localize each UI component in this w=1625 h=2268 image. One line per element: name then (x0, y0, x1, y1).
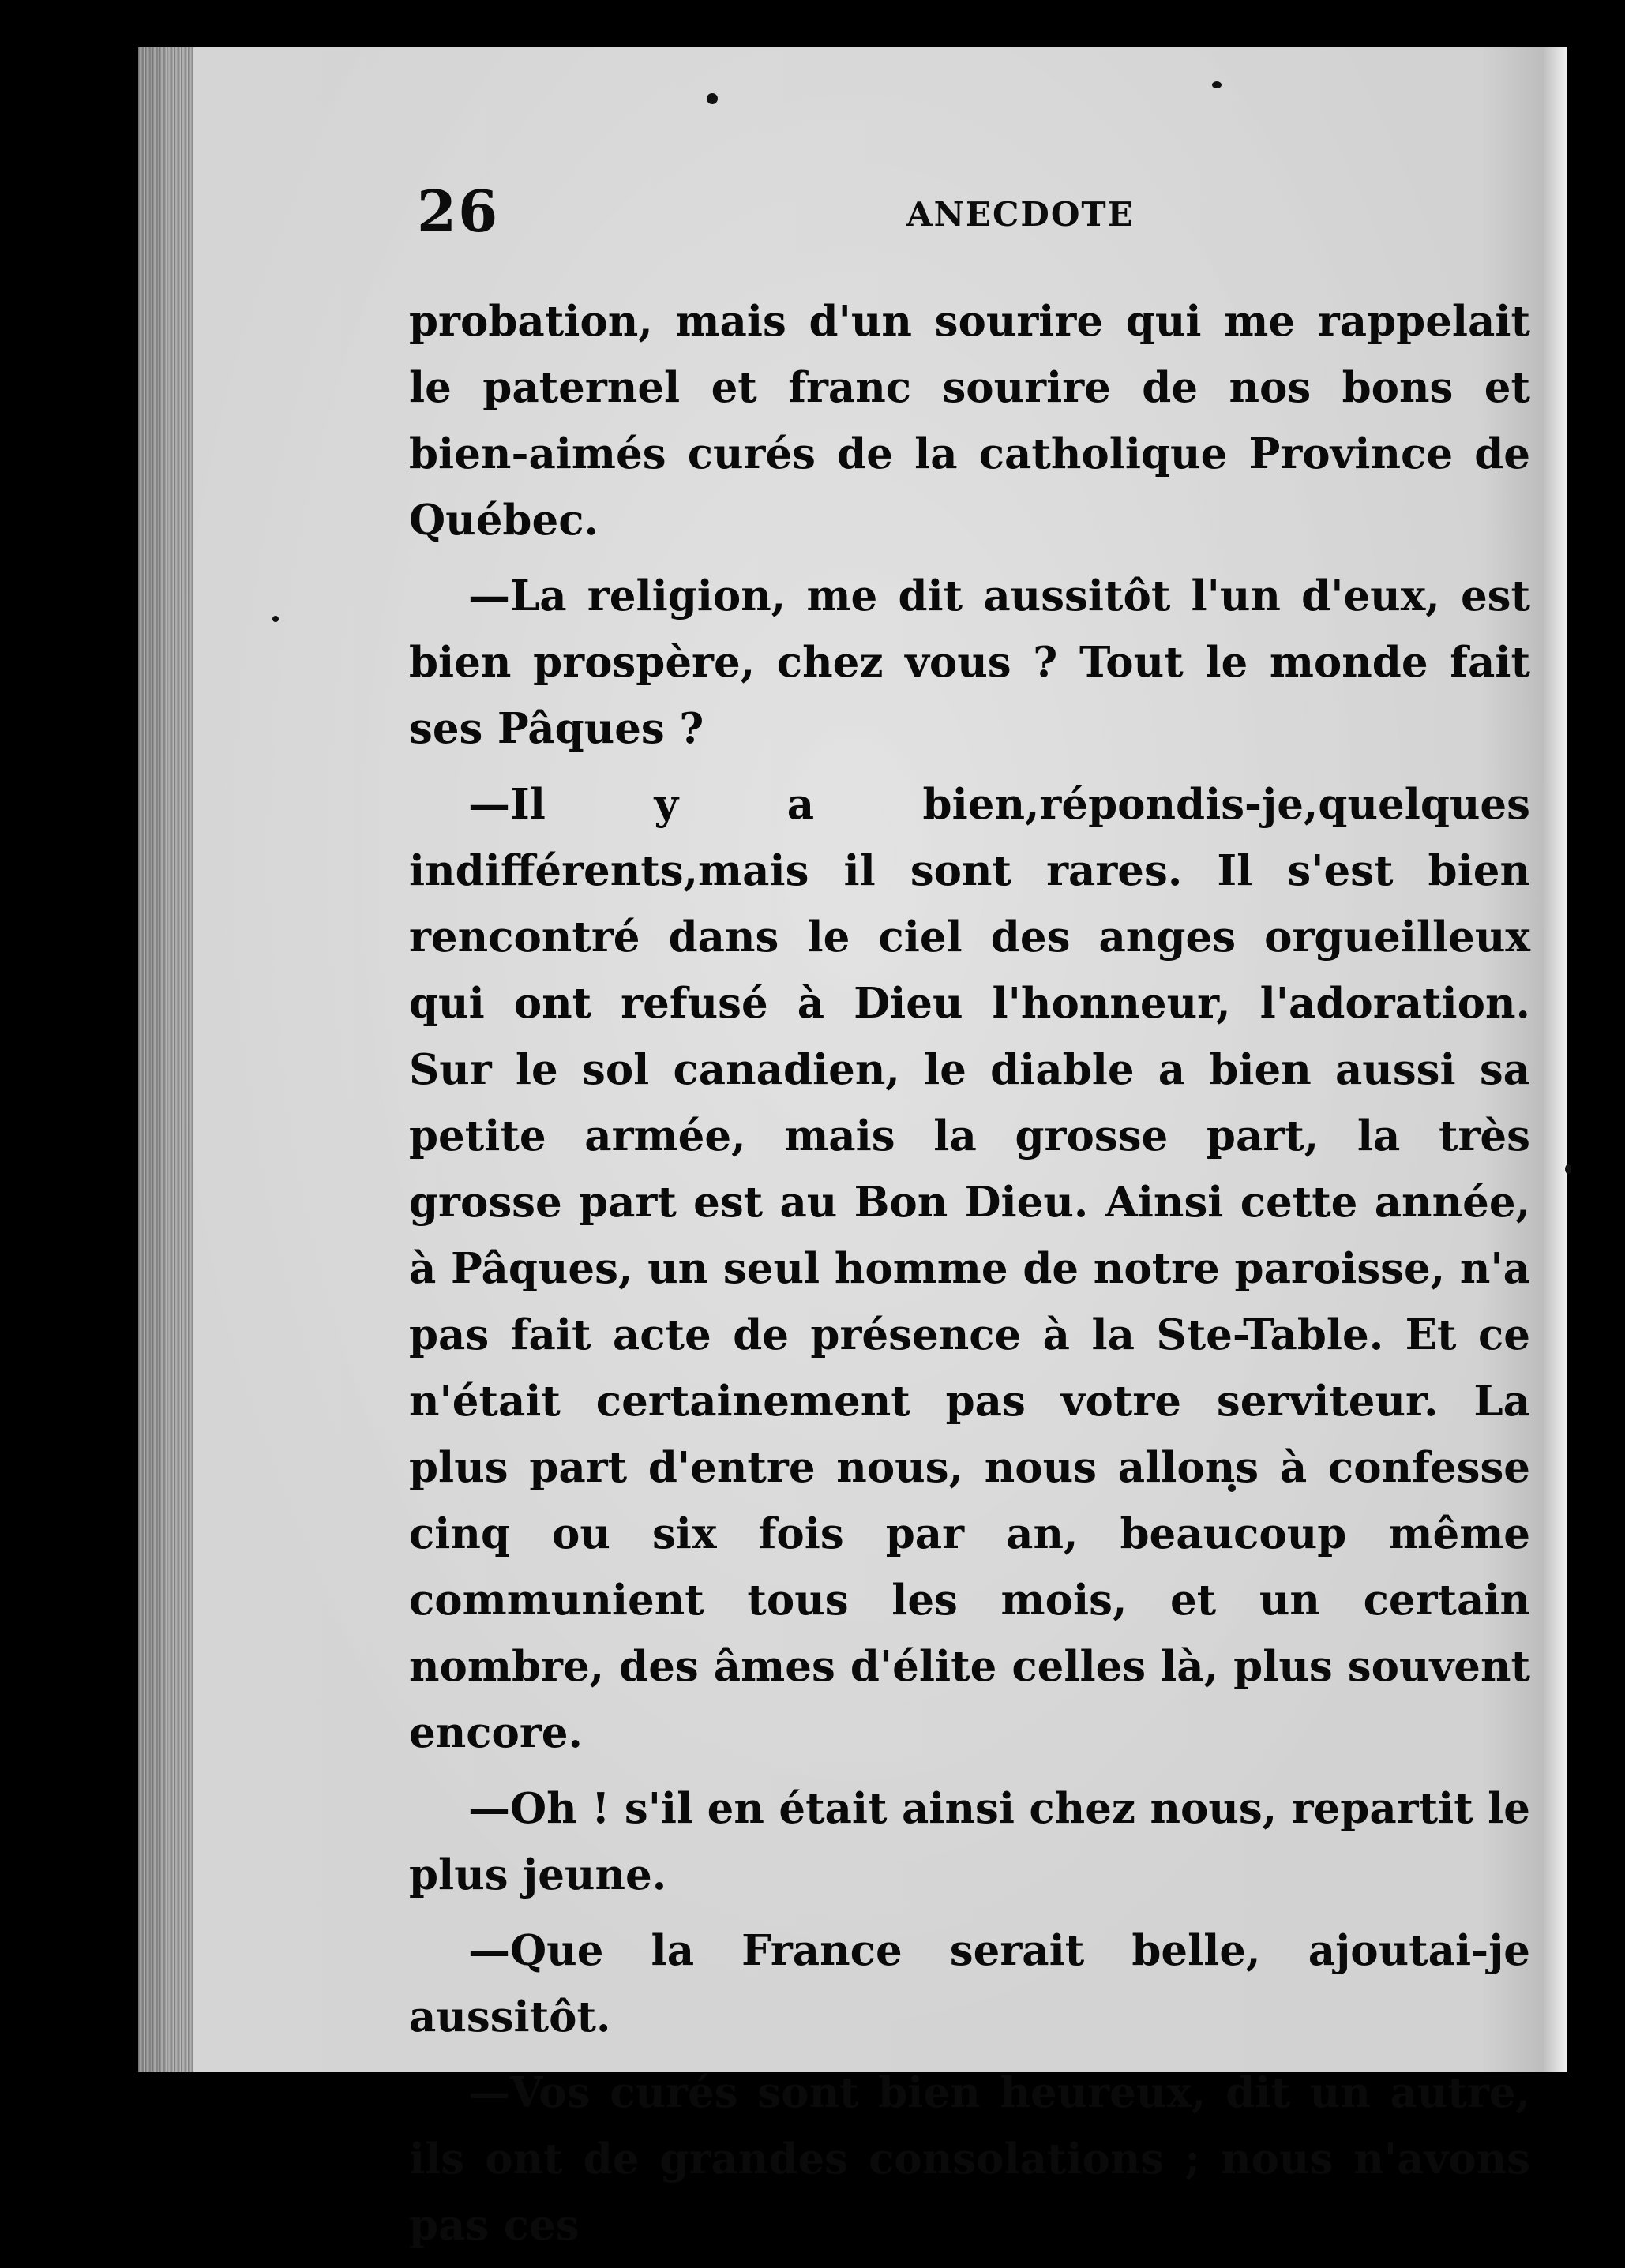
scan-speck (707, 93, 718, 104)
paragraph: —Que la France serait belle, ajoutai-je aussitôt. (409, 1926, 1530, 2041)
scan-speck (1212, 81, 1222, 88)
page-number: 26 (417, 178, 500, 245)
running-title: ANECDOTE (906, 195, 1135, 234)
paragraph: probation, mais d'un sourire qui me rappelait le paternel et franc sourire de nos bons et bien-aimés curés de la catholique Province de Québec. (409, 297, 1530, 545)
paragraph: —Il y a bien,répondis-je,quelques indifférents,mais il sont rares. Il s'est bien rencontré dans le ciel des anges orgueilleux qui ont refusé à Dieu l'honneur, l'adoration. Sur le sol canadien, le diable a bien aussi sa petite armée, mais la grosse part, la très grosse part est au Bon Dieu. Ainsi cette année, à Pâques, un seul homme de notre paroisse, n'a pas fait acte de présence à la Ste-Table. Et ce n'était certainement pas votre serviteur. La plus part d'entre nous, nous allons à confesse cinq ou six fois par an, beaucoup même communient tous les mois, et un certain nombre, des âmes d'élite celles là, plus souvent encore. (409, 780, 1530, 1757)
page-right-edge (1544, 47, 1567, 2072)
scan-speck (272, 616, 279, 622)
page-header (417, 178, 1530, 249)
scan-speck (1565, 1164, 1571, 1174)
paragraph: —La religion, me dit aussitôt l'un d'eux, est bien prospère, chez vous ? Tout le monde fait ses Pâques ? (409, 572, 1530, 753)
page-stack-edge (138, 47, 193, 2072)
body-text (409, 288, 1530, 2268)
paragraph: —Oh ! s'il en était ainsi chez nous, repartit le plus jeune. (409, 1784, 1531, 1899)
paragraph: —Vos curés sont bien heureux, dit un autre, ils ont de grandes consolations ; nous n'avons pas ces (409, 2068, 1530, 2250)
